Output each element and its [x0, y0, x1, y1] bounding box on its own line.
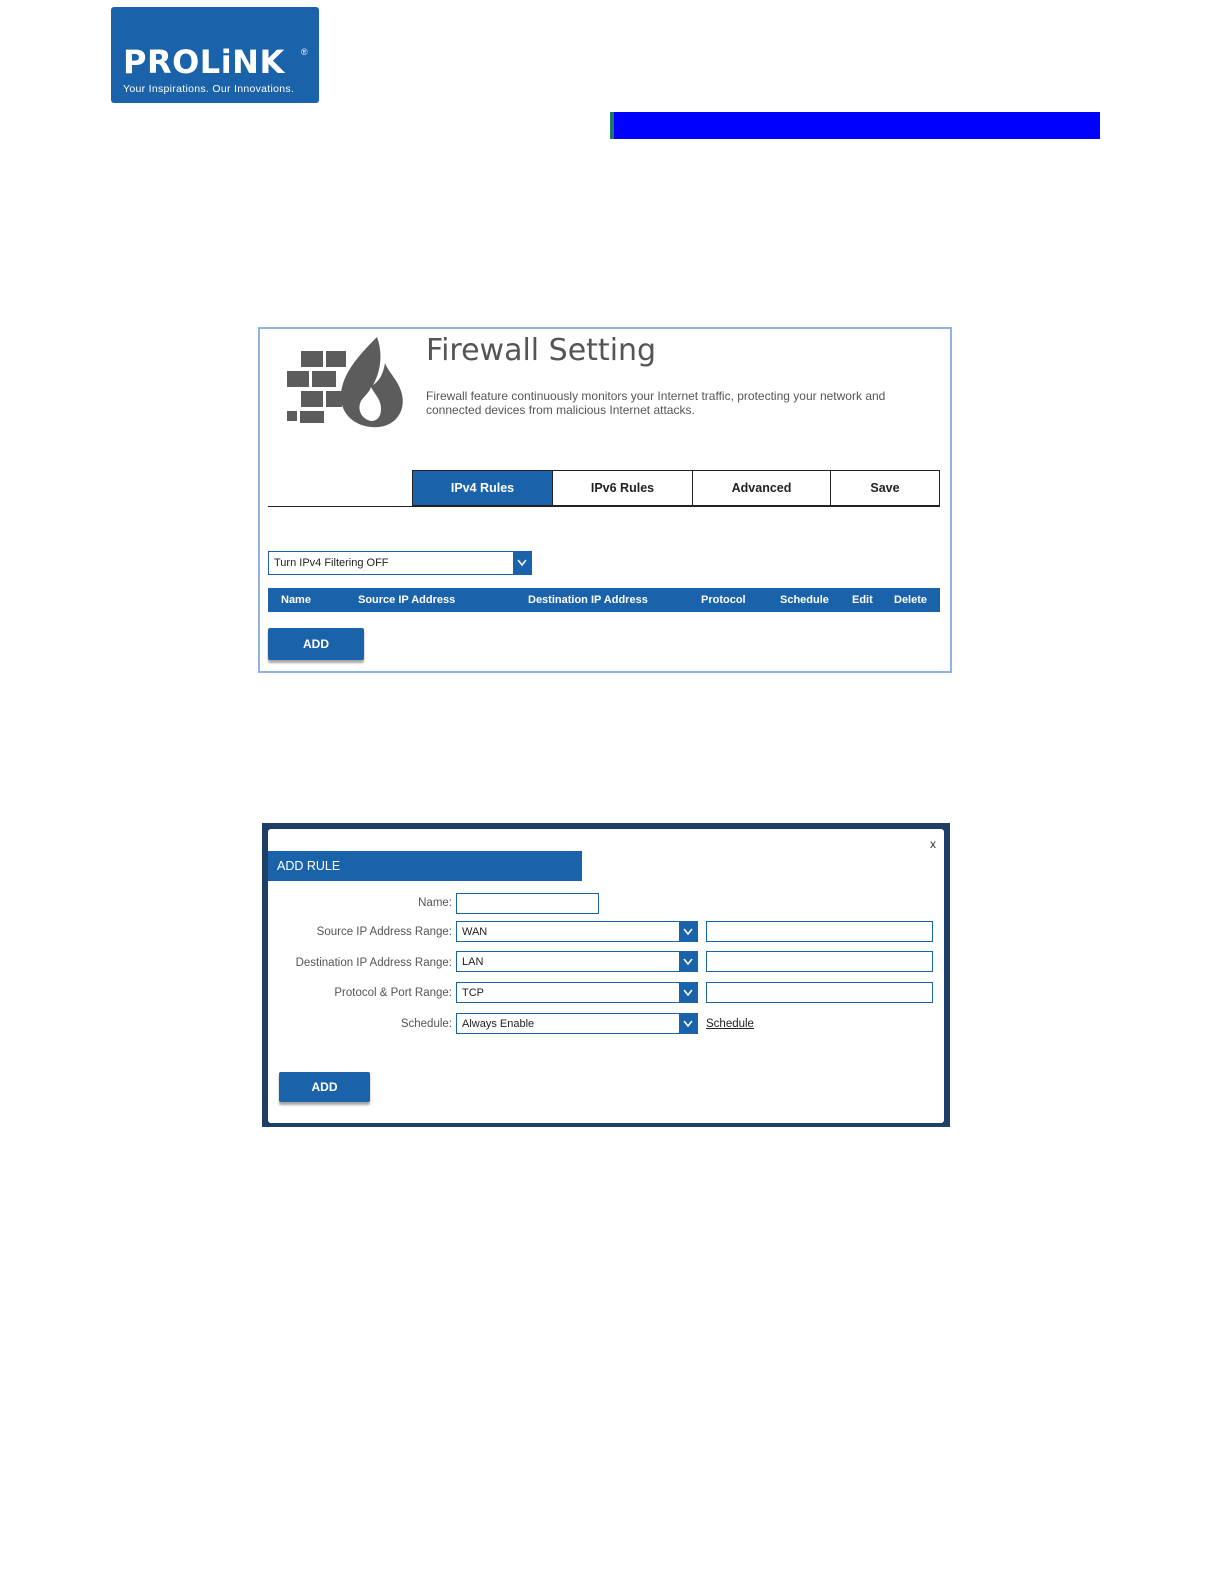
col-source-ip: Source IP Address: [358, 594, 456, 606]
col-schedule: Schedule: [780, 594, 829, 606]
source-ip-range-field[interactable]: [706, 921, 933, 942]
firewall-tabs: [412, 470, 940, 506]
col-name: Name: [281, 594, 311, 606]
logo-tagline: Your Inspirations. Our Innovations.: [123, 83, 295, 95]
chevron-down-icon: [679, 922, 697, 941]
destination-ip-range-label: Destination IP Address Range:: [295, 957, 452, 969]
tab-divider: [268, 506, 940, 507]
col-protocol: Protocol: [701, 594, 746, 606]
destination-ip-select[interactable]: [456, 951, 698, 972]
tab-save[interactable]: Save: [831, 470, 940, 506]
rules-table-header: [268, 588, 940, 612]
page-description: Firewall feature continuously monitors your Internet traffic, protecting your network and connected devices from malicious Internet attacks.: [426, 389, 886, 417]
name-label: Name:: [418, 897, 452, 909]
add-button[interactable]: ADD: [279, 1072, 370, 1102]
add-rule-dialog: [262, 823, 950, 1127]
chevron-down-icon: [513, 552, 531, 574]
header-color-bar: [610, 112, 1100, 139]
schedule-value: Always Enable: [462, 1017, 535, 1030]
schedule-link[interactable]: Schedule: [706, 1018, 754, 1030]
tab-advanced[interactable]: Advanced: [693, 470, 831, 506]
add-rule-title: ADD RULE: [277, 859, 341, 873]
schedule-select[interactable]: [456, 1013, 698, 1034]
col-delete: Delete: [894, 594, 928, 606]
protocol-select[interactable]: [456, 982, 698, 1003]
name-field[interactable]: [456, 893, 599, 914]
source-ip-range-label: Source IP Address Range:: [316, 926, 452, 938]
col-destination-ip: Destination IP Address: [528, 594, 648, 606]
logo-registered-mark: ®: [301, 47, 308, 57]
chevron-down-icon: [679, 983, 697, 1002]
tab-ipv4-rules[interactable]: IPv4 Rules: [412, 470, 553, 506]
destination-ip-value: LAN: [462, 955, 484, 968]
tab-ipv6-rules[interactable]: IPv6 Rules: [553, 470, 693, 506]
firewall-icon: [285, 335, 405, 429]
chevron-down-icon: [679, 1014, 697, 1033]
protocol-port-range-label: Protocol & Port Range:: [334, 987, 452, 999]
add-rule-title-bar: [268, 851, 582, 881]
add-rule-dialog-body: [268, 829, 944, 1123]
logo-wordmark: PROLiNK: [123, 43, 285, 81]
add-rule-button[interactable]: ADD: [268, 628, 364, 660]
protocol-value: TCP: [462, 986, 484, 999]
destination-ip-range-field[interactable]: [706, 951, 933, 972]
source-ip-value: WAN: [462, 925, 488, 938]
schedule-label: Schedule:: [400, 1018, 452, 1030]
page-title: Firewall Setting: [426, 333, 657, 368]
ipv4-filtering-select[interactable]: [268, 551, 532, 575]
port-range-field[interactable]: [706, 982, 933, 1003]
chevron-down-icon: [679, 952, 697, 971]
firewall-setting-panel: [258, 327, 952, 673]
col-edit: Edit: [852, 594, 873, 606]
source-ip-select[interactable]: [456, 921, 698, 942]
ipv4-filtering-value: Turn IPv4 Filtering OFF: [274, 557, 389, 569]
prolink-logo: [111, 7, 319, 103]
close-icon[interactable]: x: [930, 837, 936, 851]
